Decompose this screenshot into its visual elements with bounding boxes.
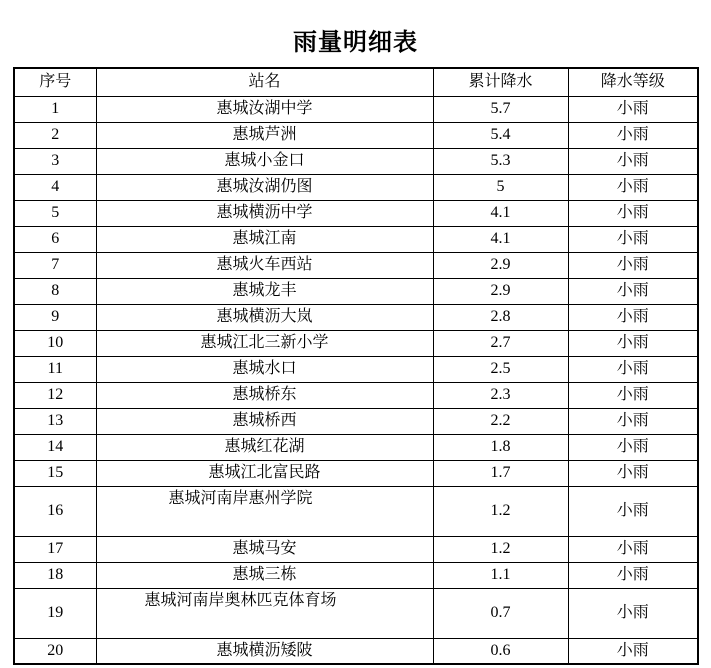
cell-rainfall: 5: [433, 174, 568, 200]
cell-no: 3: [14, 148, 96, 174]
table-row: [14, 174, 698, 200]
table-row: [14, 304, 698, 330]
cell-station: 惠城马安: [96, 536, 433, 562]
cell-rainfall: 1.2: [433, 486, 568, 536]
header-row: [14, 68, 698, 96]
cell-level: 小雨: [568, 408, 698, 434]
cell-station: 惠城桥东: [96, 382, 433, 408]
cell-level: 小雨: [568, 148, 698, 174]
cell-station: 惠城江北富民路: [96, 460, 433, 486]
cell-station: 惠城汝湖中学: [96, 96, 433, 122]
col-header-no: 序号: [14, 68, 96, 96]
table-row: [14, 460, 698, 486]
cell-station: 惠城汝湖仍图: [96, 174, 433, 200]
cell-rainfall: 2.7: [433, 330, 568, 356]
cell-station: 惠城红花湖: [96, 434, 433, 460]
table-row: [14, 226, 698, 252]
cell-station: 惠城三栋: [96, 562, 433, 588]
cell-rainfall: 2.9: [433, 252, 568, 278]
cell-rainfall: 1.7: [433, 460, 568, 486]
table-row: [14, 96, 698, 122]
cell-rainfall: 2.8: [433, 304, 568, 330]
cell-no: 12: [14, 382, 96, 408]
cell-station: 惠城江北三新小学: [96, 330, 433, 356]
cell-rainfall: 2.3: [433, 382, 568, 408]
cell-no: 2: [14, 122, 96, 148]
cell-station: 惠城横沥大岚: [96, 304, 433, 330]
cell-rainfall: 5.7: [433, 96, 568, 122]
cell-level: 小雨: [568, 252, 698, 278]
table-row: [14, 588, 698, 638]
rainfall-table: [13, 67, 699, 665]
cell-no: 1: [14, 96, 96, 122]
cell-rainfall: 2.9: [433, 278, 568, 304]
table-row: [14, 562, 698, 588]
cell-level: 小雨: [568, 588, 698, 638]
cell-station: 惠城小金口: [96, 148, 433, 174]
cell-station: 惠城横沥矮陂: [96, 638, 433, 664]
table-row: [14, 356, 698, 382]
cell-level: 小雨: [568, 562, 698, 588]
cell-no: 5: [14, 200, 96, 226]
cell-rainfall: 0.6: [433, 638, 568, 664]
cell-station: 惠城桥西: [96, 408, 433, 434]
cell-rainfall: 1.8: [433, 434, 568, 460]
table-row: [14, 122, 698, 148]
table-row: [14, 536, 698, 562]
cell-level: 小雨: [568, 96, 698, 122]
table-row: [14, 200, 698, 226]
page-title: 雨量明细表: [293, 29, 418, 56]
cell-no: 19: [14, 588, 96, 638]
cell-rainfall: 4.1: [433, 226, 568, 252]
cell-no: 4: [14, 174, 96, 200]
cell-level: 小雨: [568, 638, 698, 664]
cell-no: 20: [14, 638, 96, 664]
cell-station: 惠城江南: [96, 226, 433, 252]
cell-level: 小雨: [568, 278, 698, 304]
table-row: [14, 638, 698, 664]
cell-no: 18: [14, 562, 96, 588]
cell-rainfall: 1.1: [433, 562, 568, 588]
cell-level: 小雨: [568, 434, 698, 460]
cell-station: 惠城河南岸惠州学院: [96, 486, 433, 536]
cell-rainfall: 5.4: [433, 122, 568, 148]
cell-no: 9: [14, 304, 96, 330]
col-header-level: 降水等级: [568, 68, 698, 96]
cell-level: 小雨: [568, 486, 698, 536]
cell-rainfall: 2.5: [433, 356, 568, 382]
cell-no: 13: [14, 408, 96, 434]
cell-rainfall: 1.2: [433, 536, 568, 562]
cell-no: 6: [14, 226, 96, 252]
cell-no: 8: [14, 278, 96, 304]
table-body: [14, 96, 698, 664]
cell-level: 小雨: [568, 200, 698, 226]
cell-station: 惠城河南岸奥林匹克体育场: [96, 588, 433, 638]
cell-no: 14: [14, 434, 96, 460]
cell-rainfall: 0.7: [433, 588, 568, 638]
cell-rainfall: 4.1: [433, 200, 568, 226]
cell-level: 小雨: [568, 122, 698, 148]
table-row: [14, 382, 698, 408]
cell-level: 小雨: [568, 304, 698, 330]
cell-level: 小雨: [568, 460, 698, 486]
table-row: [14, 148, 698, 174]
cell-no: 7: [14, 252, 96, 278]
cell-station: 惠城横沥中学: [96, 200, 433, 226]
table-row: [14, 434, 698, 460]
cell-level: 小雨: [568, 226, 698, 252]
table-row: [14, 330, 698, 356]
cell-no: 16: [14, 486, 96, 536]
cell-level: 小雨: [568, 174, 698, 200]
cell-station: 惠城火车西站: [96, 252, 433, 278]
table-row: [14, 408, 698, 434]
cell-no: 10: [14, 330, 96, 356]
cell-level: 小雨: [568, 356, 698, 382]
cell-station: 惠城芦洲: [96, 122, 433, 148]
col-header-station: 站名: [96, 68, 433, 96]
cell-rainfall: 5.3: [433, 148, 568, 174]
table-row: [14, 486, 698, 536]
col-header-rainfall: 累计降水: [433, 68, 568, 96]
cell-station: 惠城水口: [96, 356, 433, 382]
table-row: [14, 252, 698, 278]
cell-station: 惠城龙丰: [96, 278, 433, 304]
table-row: [14, 278, 698, 304]
cell-level: 小雨: [568, 330, 698, 356]
cell-no: 15: [14, 460, 96, 486]
cell-no: 11: [14, 356, 96, 382]
cell-level: 小雨: [568, 536, 698, 562]
cell-level: 小雨: [568, 382, 698, 408]
cell-no: 17: [14, 536, 96, 562]
cell-rainfall: 2.2: [433, 408, 568, 434]
